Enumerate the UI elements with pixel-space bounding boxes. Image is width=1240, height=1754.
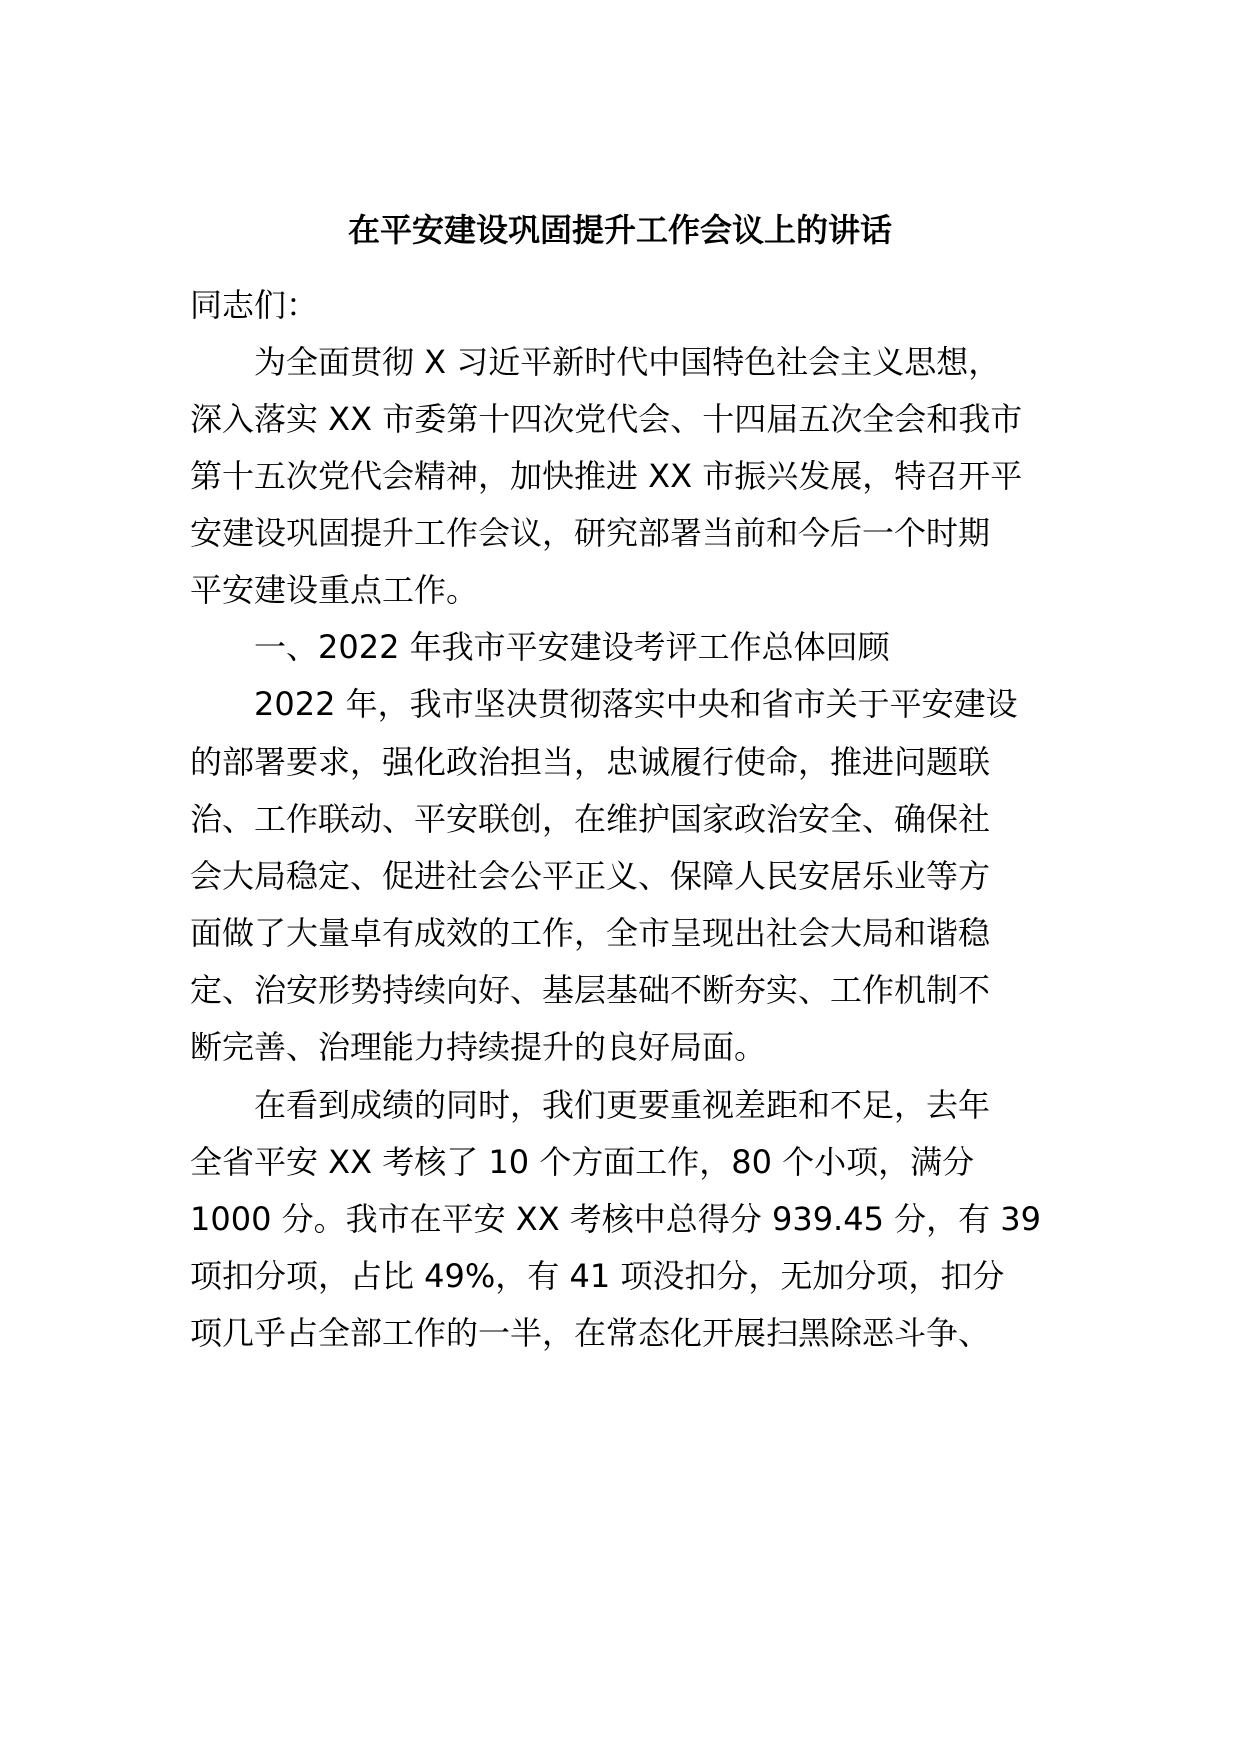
body-line: 2022 年，我市坚决贯彻落实中央和省市关于平安建设: [190, 685, 1018, 723]
body-line: 项几乎占全部工作的一半，在常态化开展扫黑除恶斗争、: [190, 1314, 991, 1352]
body-line: 安建设巩固提升工作会议，研究部署当前和今后一个时期: [190, 514, 991, 552]
body-line: 为全面贯彻 X 习近平新时代中国特色社会主义思想，: [190, 343, 1001, 381]
body-line: 在看到成绩的同时，我们更要重视差距和不足，去年: [190, 1086, 991, 1124]
document-title: 在平安建设巩固提升工作会议上的讲话: [347, 211, 892, 249]
body-line: 全省平安 XX 考核了 10 个方面工作，80 个小项，满分: [190, 1143, 975, 1181]
body-line: 定、治安形势持续向好、基层基础不断夯实、工作机制不: [190, 971, 991, 1009]
body-line: 的部署要求，强化政治担当，忠诚履行使命，推进问题联: [190, 743, 991, 781]
body-line: 治、工作联动、平安联创，在维护国家政治安全、确保社: [190, 800, 991, 838]
body-line: 项扣分项，占比 49%，有 41 项没扣分，无加分项，扣分: [190, 1257, 1005, 1295]
body-line: 1000 分。我市在平安 XX 考核中总得分 939.45 分，有 39: [190, 1200, 1042, 1238]
body-line: 面做了大量卓有成效的工作，全市呈现出社会大局和谐稳: [190, 914, 991, 952]
section-heading: 一、2022 年我市平安建设考评工作总体回顾: [190, 628, 890, 666]
body-line: 断完善、治理能力持续提升的良好局面。: [190, 1028, 767, 1066]
body-line: 深入落实 XX 市委第十四次党代会、十四届五次全会和我市: [190, 400, 1023, 438]
body-line: 平安建设重点工作。: [190, 571, 479, 609]
salutation: 同志们：: [190, 286, 319, 324]
body-line: 会大局稳定、促进社会公平正义、保障人民安居乐业等方: [190, 857, 991, 895]
body-line: 第十五次党代会精神，加快推进 XX 市振兴发展，特召开平: [190, 457, 1023, 495]
